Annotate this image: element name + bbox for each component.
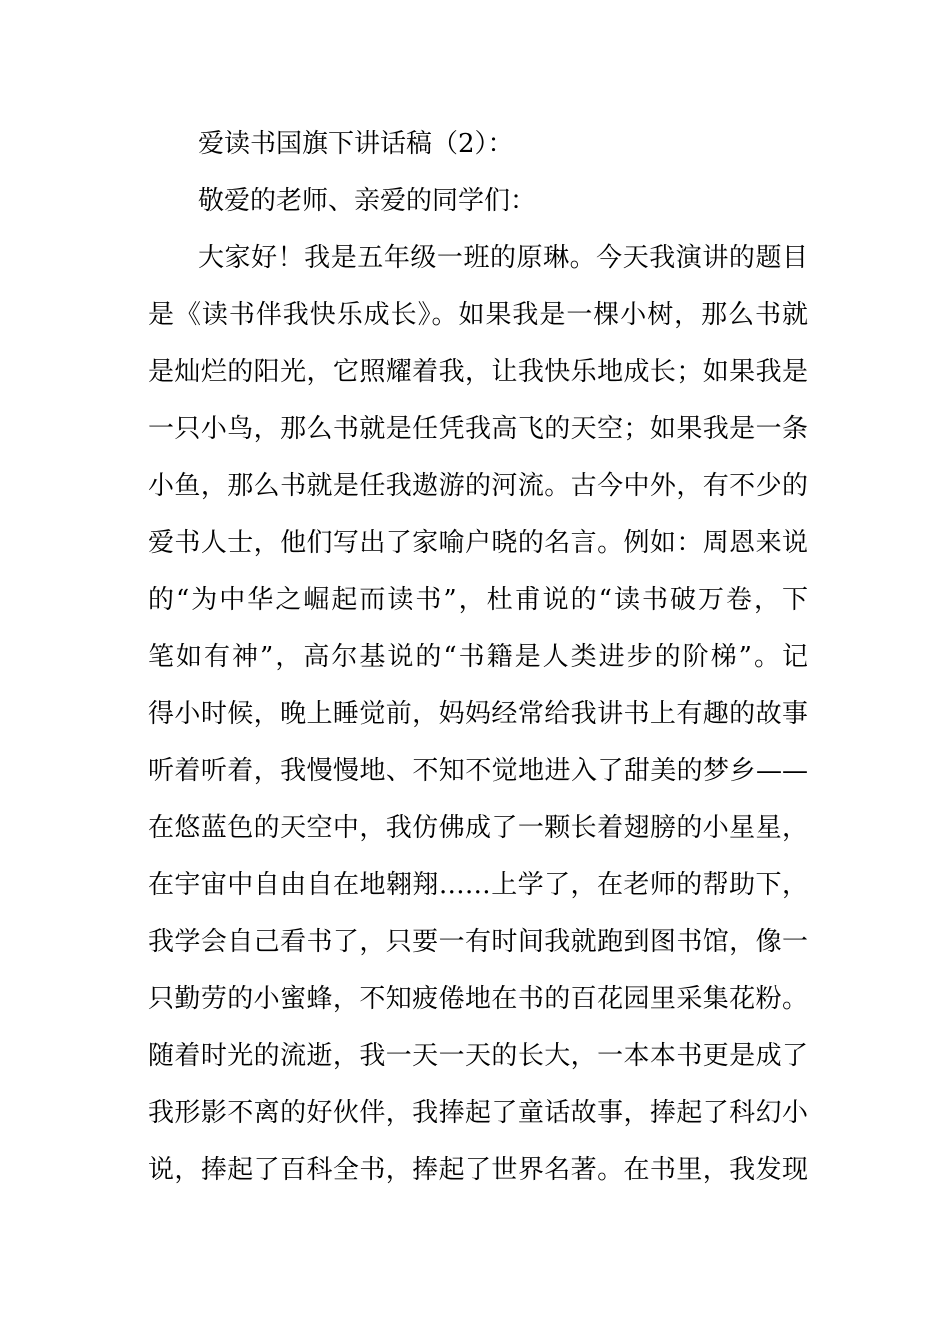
paragraph-line: 一只小鸟，那么书就是任凭我高飞的天空；如果我是一条	[148, 414, 808, 444]
paragraph-line: 大家好！我是五年级一班的原琳。今天我演讲的题目	[198, 243, 808, 273]
paragraph-line: 是《读书伴我快乐成长》。如果我是一棵小树，那么书就	[148, 300, 808, 330]
paragraph-line: 说，捧起了百科全书，捧起了世界名著。在书里，我发现	[148, 1155, 808, 1185]
paragraph-line: 只勤劳的小蜜蜂，不知疲倦地在书的百花园里采集花粉。	[148, 984, 808, 1014]
paragraph-line: 我学会自己看书了，只要一有时间我就跑到图书馆，像一	[148, 927, 808, 957]
paragraph-line: 在悠蓝色的天空中，我仿佛成了一颗长着翅膀的小星星，	[148, 813, 808, 843]
paragraph-line: 我形影不离的好伙伴，我捧起了童话故事，捧起了科幻小	[148, 1098, 808, 1128]
paragraph-line: 的“为中华之崛起而读书”，杜甫说的“读书破万卷，下	[148, 585, 808, 615]
paragraph-line: 随着时光的流逝，我一天一天的长大，一本本书更是成了	[148, 1041, 808, 1071]
paragraph-line: 爱书人士，他们写出了家喻户晓的名言。例如：周恩来说	[148, 528, 808, 558]
document-heading: 爱读书国旗下讲话稿（2）：	[198, 129, 514, 159]
paragraph-line: 得小时候，晚上睡觉前，妈妈经常给我讲书上有趣的故事	[148, 699, 808, 729]
paragraph-line: 是灿烂的阳光，它照耀着我，让我快乐地成长；如果我是	[148, 357, 808, 387]
paragraph-line: 小鱼，那么书就是任我遨游的河流。古今中外，有不少的	[148, 471, 808, 501]
salutation: 敬爱的老师、亲爱的同学们：	[198, 186, 537, 216]
paragraph-line: 听着听着，我慢慢地、不知不觉地进入了甜美的梦乡——	[148, 756, 808, 786]
paragraph-line: 在宇宙中自由自在地翱翔……上学了，在老师的帮助下，	[148, 870, 808, 900]
paragraph-line: 笔如有神”，高尔基说的“书籍是人类进步的阶梯”。记	[148, 642, 808, 672]
